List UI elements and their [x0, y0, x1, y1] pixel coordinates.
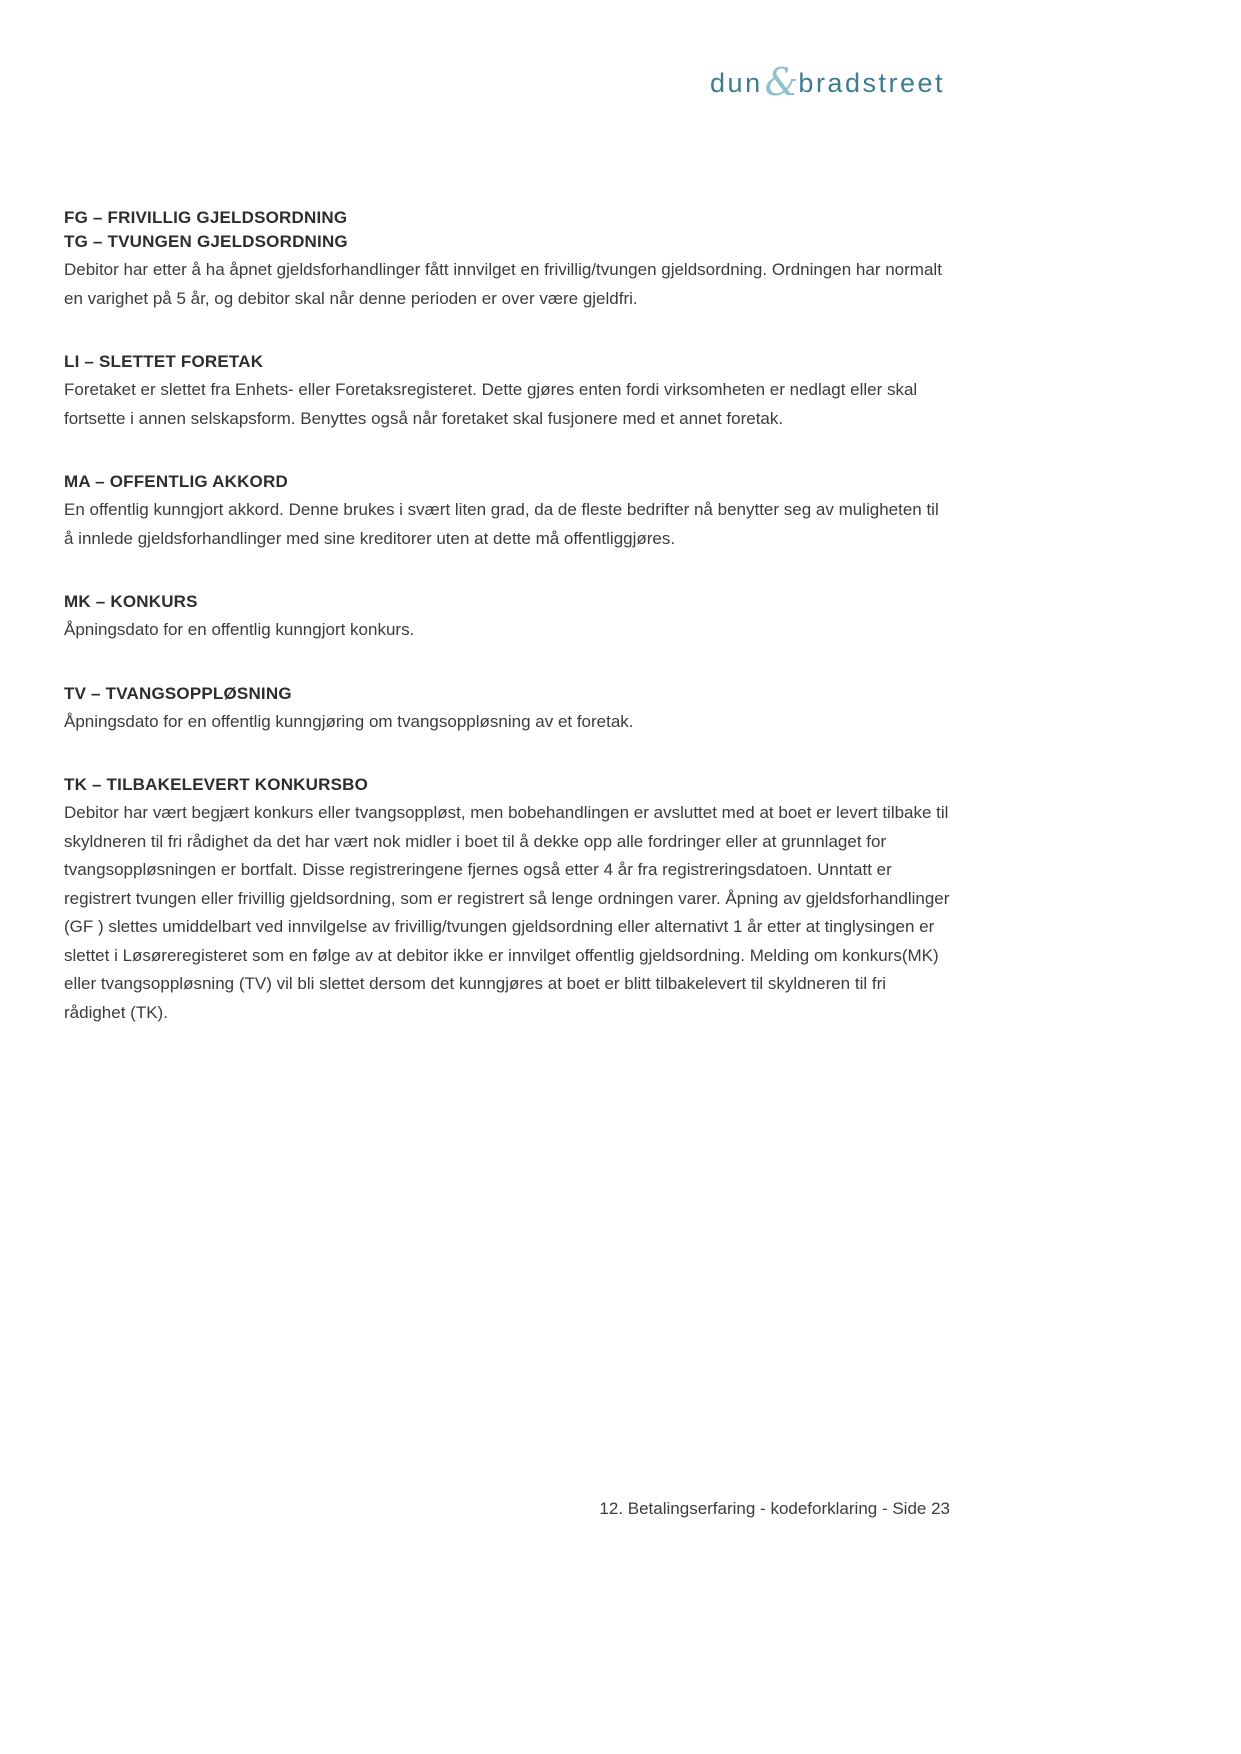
- section-heading-mk: MK – KONKURS: [64, 592, 198, 611]
- document-body: [64, 206, 950, 1064]
- section-fg-tg: [64, 206, 950, 313]
- section-heading-li: LI – SLETTET FORETAK: [64, 352, 264, 371]
- section-ma: [64, 470, 950, 553]
- section-body-tk: Debitor har vært begjært konkurs eller tvangsoppløst, men bobehandlingen er avsluttet med at boet er levert tilbake til skyldneren til fri rådighet da det har vært nok midler i boet til å dekke opp alle fordringer eller at grunnlaget for tvangsoppløsningen er bortfalt. Disse registreringene fjernes også etter 4 år fra registreringsdatoen. Unntatt er registrert tvungen eller frivillig gjeldsordning, som er registrert så lenge ordningen varer. Åpning av gjeldsforhandlinger (GF ) slettes umiddelbart ved innvilgelse av frivillig/tvungen gjeldsordning eller alternativt 1 år etter at tinglysingen er slettet i Løsøreregisteret som en følge av at debitor ikke er innvilget offentlig gjeldsordning. Melding om konkurs(MK) eller tvangsoppløsning (TV) vil bli slettet dersom det kunngjøres at boet er blitt tilbakelevert til skyldneren til fri rådighet (TK).: [64, 803, 950, 1022]
- logo-word-dun: dun: [710, 68, 763, 98]
- dun-bradstreet-logo: dun & bradstreet: [710, 60, 945, 104]
- section-mk: [64, 590, 950, 645]
- page-footer: 12. Betalingserfaring - kodeforklaring - Side 23: [599, 1499, 950, 1518]
- section-body-fg-tg: Debitor har etter å ha åpnet gjeldsforhandlinger fått innvilget en frivillig/tvungen gjeldsordning. Ordningen har normalt en varighet på 5 år, og debitor skal når denne perioden er over være gjeldfri.: [64, 260, 942, 308]
- section-heading-tv: TV – TVANGSOPPLØSNING: [64, 683, 292, 703]
- section-body-tv: Åpningsdato for en offentlig kunngjøring om tvangsoppløsning av et foretak.: [64, 711, 634, 731]
- section-body-mk: Åpningsdato for en offentlig kunngjort konkurs.: [64, 620, 415, 639]
- section-tv: [64, 682, 950, 737]
- section-body-ma: En offentlig kunngjort akkord. Denne brukes i svært liten grad, da de fleste bedrifter nå benytter seg av muligheten til å innlede gjeldsforhandlinger med sine kreditorer uten at dette må offentliggjøres.: [64, 500, 939, 548]
- section-heading-fg: FG – FRIVILLIG GJELDSORDNING: [64, 208, 348, 227]
- section-tk: [64, 773, 950, 1027]
- section-heading-ma: MA – OFFENTLIG AKKORD: [64, 472, 288, 491]
- section-li: [64, 350, 950, 433]
- section-body-li: Foretaket er slettet fra Enhets- eller Foretaksregisteret. Dette gjøres enten fordi virksomheten er nedlagt eller skal fortsette i annen selskapsform. Benyttes også når foretaket skal fusjonere med et annet foretak.: [64, 380, 918, 428]
- logo-word-bradstreet: bradstreet: [798, 68, 945, 98]
- section-heading-tk: TK – TILBAKELEVERT KONKURSBO: [64, 775, 369, 794]
- section-heading-tg: TG – TVUNGEN GJELDSORDNING: [64, 232, 348, 251]
